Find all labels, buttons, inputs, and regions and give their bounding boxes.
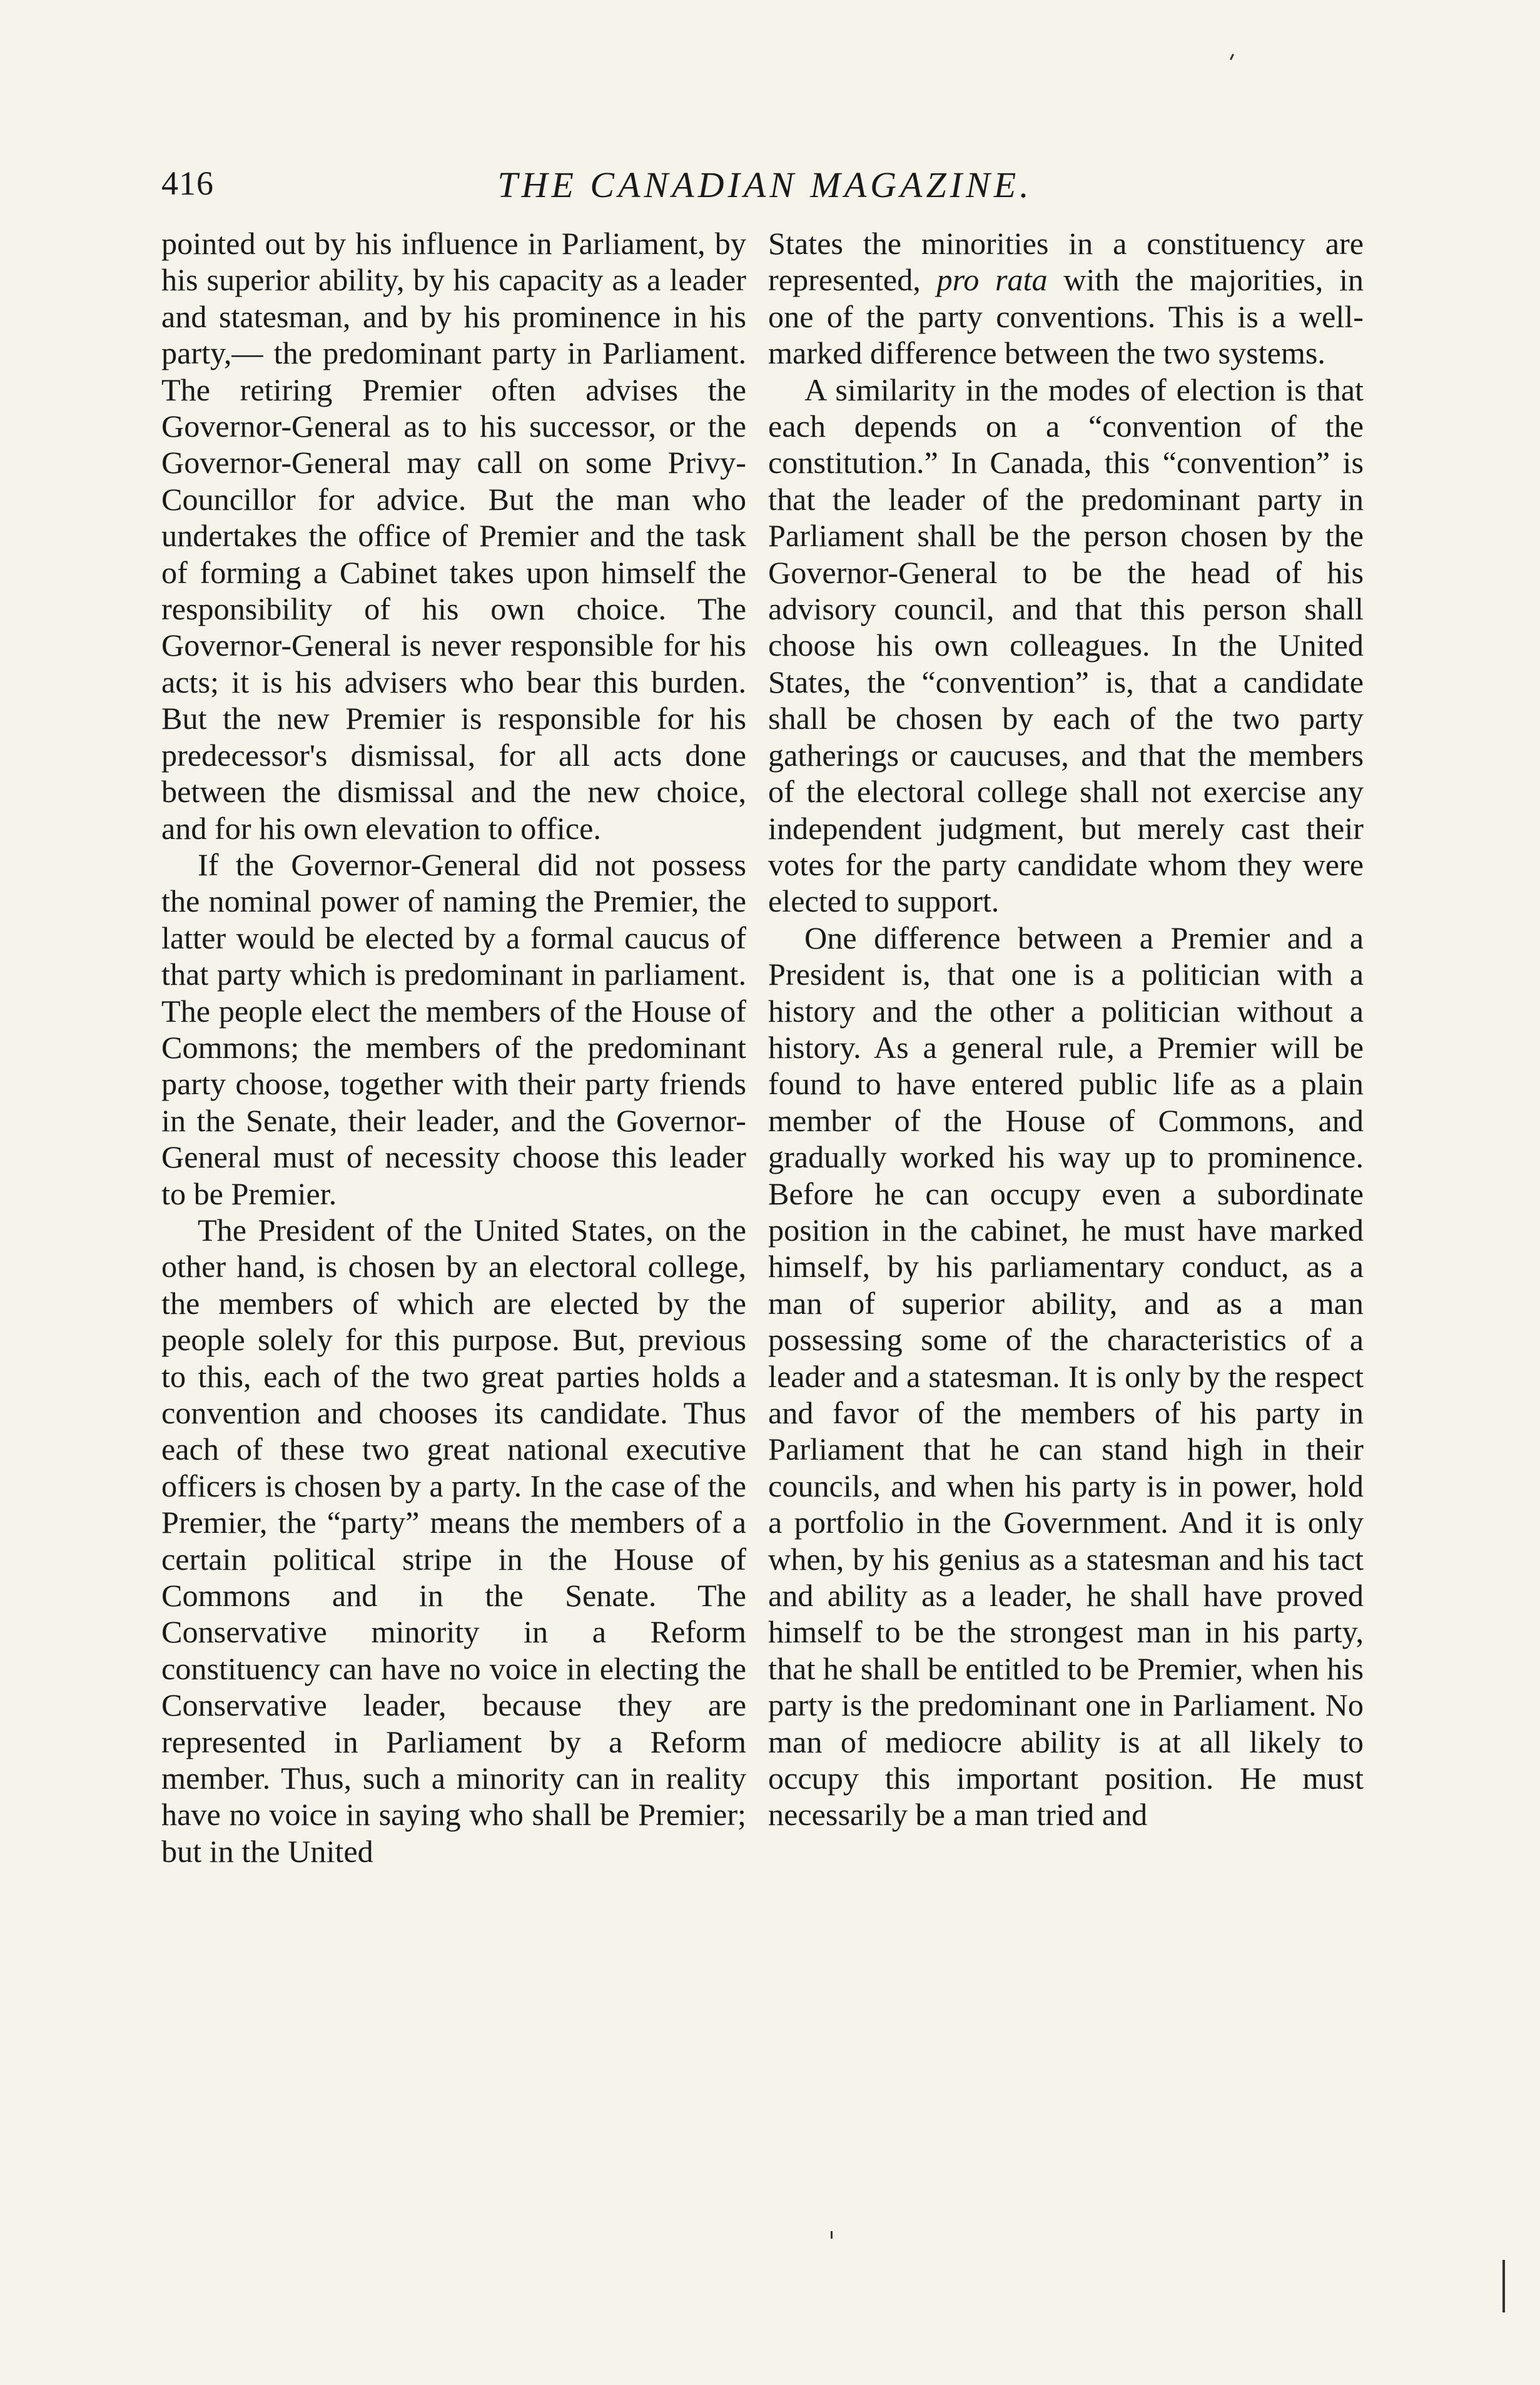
paragraph: The President of the United States, on the other hand, is chosen by an electoral college, the members of which are elected by the people solely for this purpose. But, previous to this, each of the two great parties holds a convention and chooses its candidate. Thus each of these two great national executive officers is chosen by a party. In the case of the Premier, the “party” means the members of a certain political stripe in the House of Commons and in the Senate. The Conservative minority in a Reform constituency can have no voice in electing the Conservative leader, because they are represented in Parliament by a Reform member. Thus, such a minority can in reality have no voice in saying who shall be Premier; but in the United (161, 1212, 746, 1869)
right-column (768, 225, 1364, 1833)
paragraph: pointed out by his influence in Parliament, by his superior ability, by his capacity as a leader and statesman, and by his prominence in his party,— the predominant party in Parliament. The retiring Premier often advises the Governor-General as to his successor, or the Governor-General may call on some Privy-Councillor for advice. But the man who undertakes the office of Premier and the task of forming a Cabinet takes upon himself the responsibility of his own choice. The Governor-General is never responsible for his acts; it is his advisers who bear this burden. But the new Premier is responsible for his predecessor's dismissal, for all acts done between the dismissal and the new choice, and for his own elevation to office. (161, 226, 746, 846)
italic-phrase: pro rata (936, 262, 1048, 298)
running-title: THE CANADIAN MAGAZINE. (497, 165, 1033, 205)
paragraph (768, 225, 1364, 372)
text-run: States the minorities in a constituency are represented, (768, 226, 1364, 298)
scan-speck (831, 2231, 833, 2239)
text-run: with the majorities, in one of the party conventions. This is a well-marked difference between the two systems. (768, 262, 1364, 371)
scan-speck (1230, 54, 1234, 60)
scan-speck (1502, 2260, 1505, 2312)
paragraph: One difference between a Premier and a President is, that one is a politician with a history and the other a politician without a history. As a general rule, a Premier will be found to have entered public life as a plain member of the House of Commons, and gradually worked his way up to prominence. Before he can occupy even a subordinate position in the cabinet, he must have marked himself, by his parliamentary conduct, as a man of superior ability, and as a man possessing some of the characteristics of a leader and a statesman. It is only by the respect and favor of the members of his party in Parliament that he can stand high in their councils, and when his party is in power, hold a portfolio in the Government. And it is only when, by his genius as a statesman and his tact and ability as a leader, he shall have proved himself to be the strongest man in his party, that he shall be entitled to be Premier, when his party is the predominant one in Parliament. No man of mediocre ability is at all likely to occupy this important position. He must necessarily be a man tried and (768, 920, 1364, 1833)
page-number: 416 (161, 165, 214, 202)
page-header (161, 164, 1369, 214)
paragraph: A similarity in the modes of election is that each depends on a “convention of the constitution.” In Canada, this “convention” is that the leader of the predominant party in Parliament shall be the person chosen by the Governor-General to be the head of his advisory council, and that this person shall choose his own colleagues. In the United States, the “convention” is, that a candidate shall be chosen by each of the two party gatherings or caucuses, and that the members of the electoral college shall not exercise any independent judgment, but merely cast their votes for the party candidate whom they were elected to support. (768, 372, 1364, 919)
left-column (161, 225, 746, 1869)
paragraph: If the Governor-General did not possess the nominal power of naming the Premier, the latter would be elected by a formal caucus of that party which is predominant in parliament. The people elect the members of the House of Commons; the members of the predominant party choose, together with their party friends in the Senate, their leader, and the Governor-General must of necessity choose this leader to be Premier. (161, 847, 746, 1211)
